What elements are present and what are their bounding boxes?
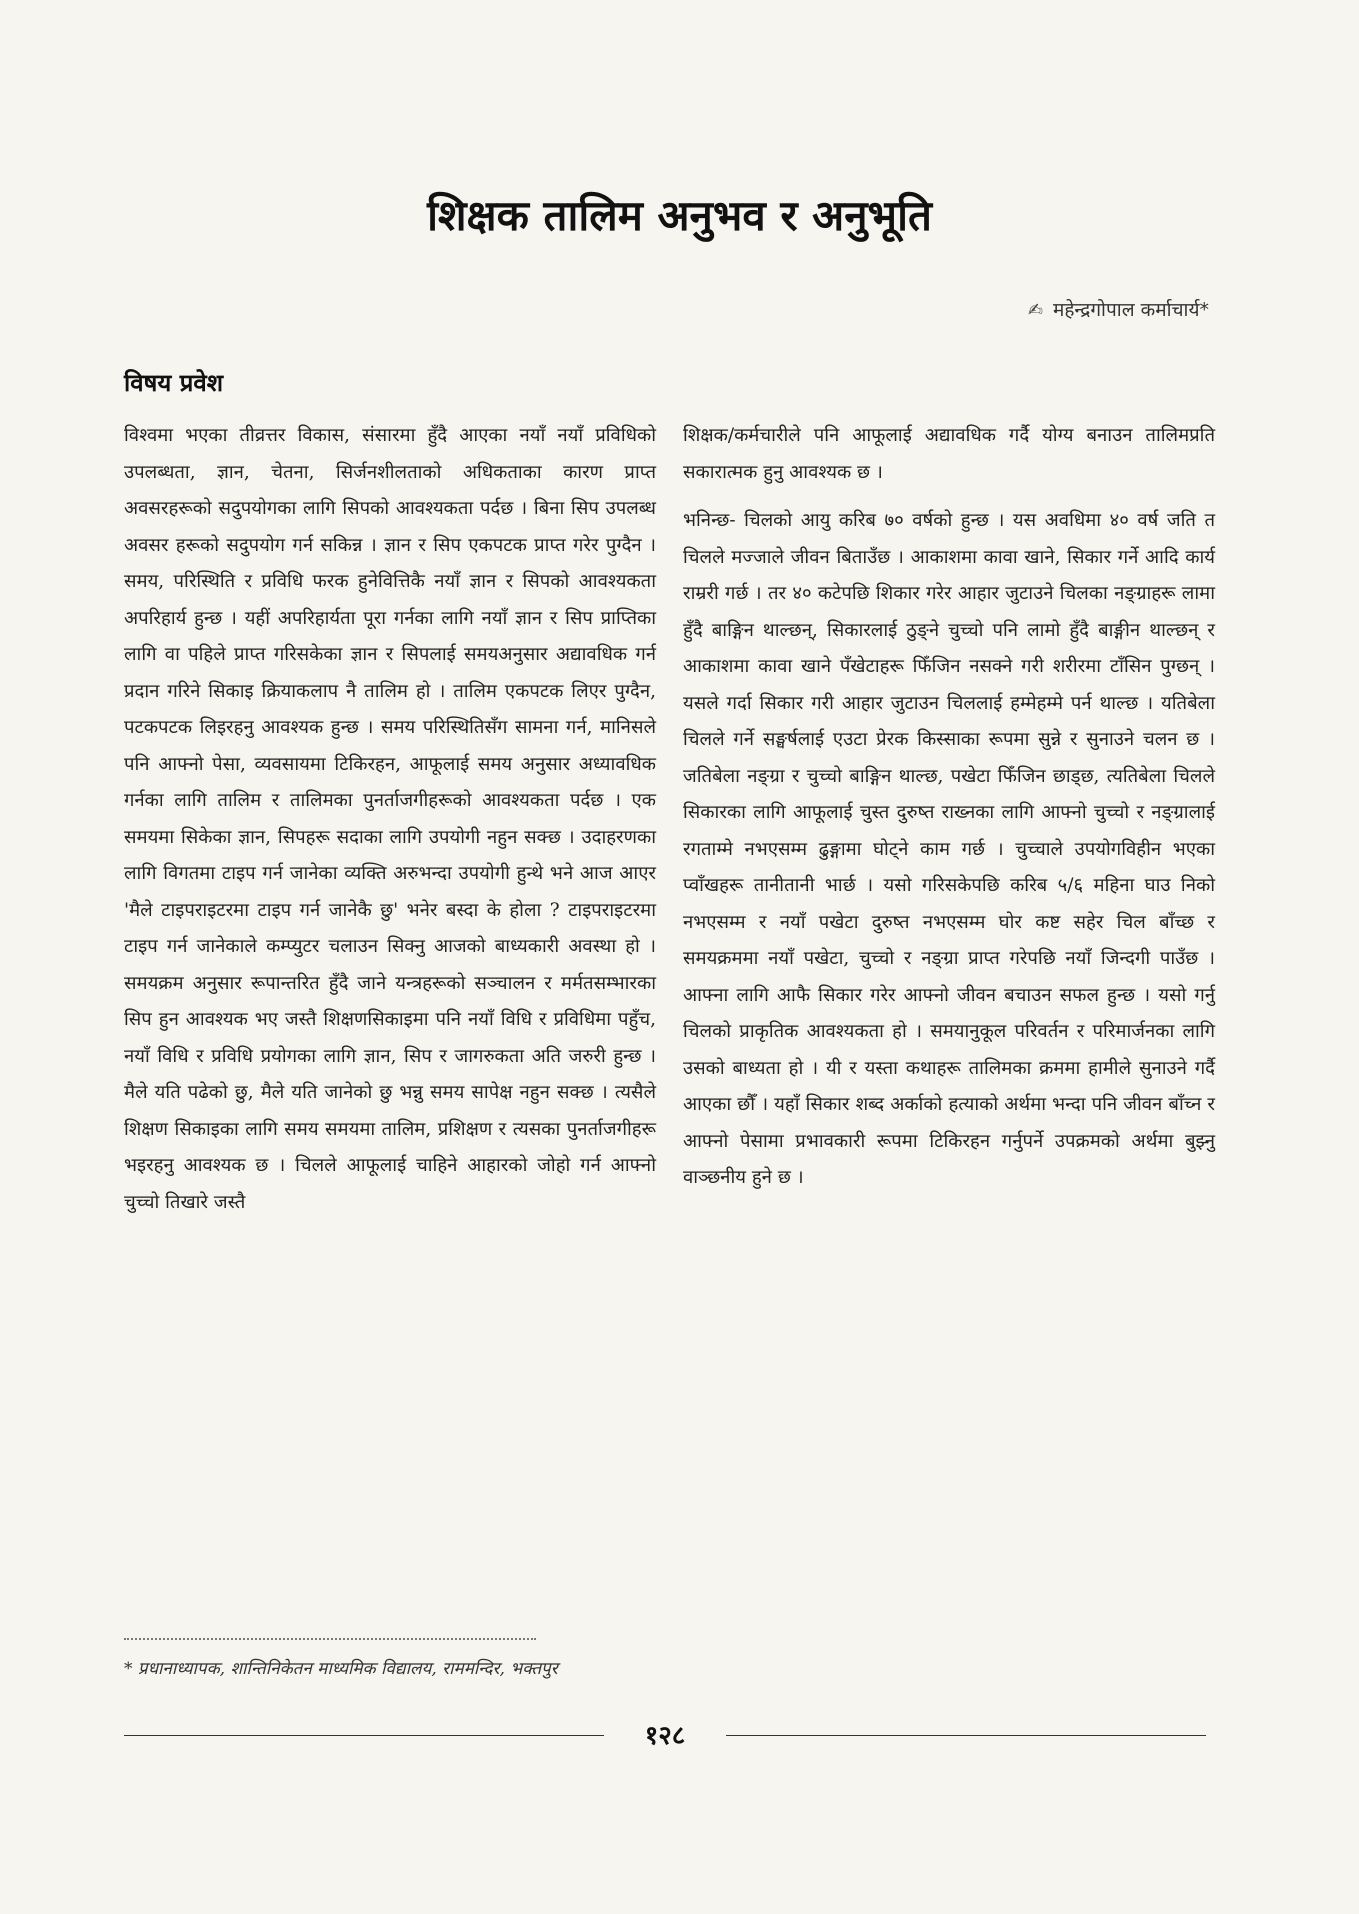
author-name: महेन्द्रगोपाल कर्माचार्य* xyxy=(1052,299,1209,321)
footer-rule-right xyxy=(726,1735,1206,1736)
left-column xyxy=(124,418,656,1233)
right-column xyxy=(683,418,1215,1209)
footer-rule-left xyxy=(124,1735,604,1736)
section-heading: विषय प्रवेश xyxy=(124,369,224,397)
footnote: * प्रधानाध्यापक, शान्तिनिकेतन माध्यमिक विद्यालय, राममन्दिर, भक्तपुर xyxy=(124,1659,558,1679)
author-line xyxy=(1028,296,1209,322)
pen-icon: ✍ xyxy=(1027,300,1043,321)
body-paragraph: शिक्षक/कर्मचारीले पनि आफूलाई अद्यावधिक गर्दै योग्य बनाउन तालिमप्रति सकारात्मक हुनु आवश्यक छ । xyxy=(683,425,1215,483)
body-paragraph: भनिन्छ- चिलको आयु करिब ७० वर्षको हुन्छ । यस अवधिमा ४० वर्ष जति त चिलले मज्जाले जीवन बिताउँछ । आकाशमा कावा खाने, सिकार गर्ने आदि कार्य राम्ररी गर्छ । तर ४० कटेपछि शिकार गरेर आहार जुटाउने चिलका नङ्ग्राहरू लामा हुँदै बाङ्गिन थाल्छन्, सिकारलाई ठुङ्ने चुच्चो पनि लामो हुँदै बाङ्गीन थाल्छन् र आकाशमा कावा खाने पँखेटाहरू फिँजिन नसक्ने गरी शरीरमा टाँसिन पुग्छन् । यसले गर्दा सिकार गरी आहार जुटाउन चिललाई हम्मेहम्मे पर्न थाल्छ । यतिबेला चिलले गर्ने सङ्घर्षलाई एउटा प्रेरक किस्साका रूपमा सुन्ने र सुनाउने चलन छ । जतिबेला नङ्ग्रा र चुच्चो बाङ्गिन थाल्छ, पखेटा फिँजिन छाड्छ, त्यतिबेला चिलले सिकारका लागि आफूलाई चुस्त दुरुष्त राख्नका लागि आफ्नो चुच्चो र नङ्ग्रालाई रगताम्मे नभएसम्म ढुङ्गामा घोट्ने काम गर्छ । चुच्चाले उपयोगविहीन भएका प्वाँखहरू तानीतानी भार्छ । यसो गरिसकेपछि करिब ५/६ महिना घाउ निको नभएसम्म र नयाँ पखेटा दुरुष्त नभएसम्म घोर कष्ट सहेर चिल बाँच्छ र समयक्रममा नयाँ पखेटा, चुच्चो र नङ्ग्रा प्राप्त गरेपछि नयाँ जिन्दगी पाउँछ । आफ्ना लागि आफै सिकार गरेर आफ्नो जीवन बचाउन सफल हुन्छ । यसो गर्नु चिलको प्राकृतिक आवश्यकता हो । समयानुकूल परिवर्तन र परिमार्जनका लागि उसको बाध्यता हो । यी र यस्ता कथाहरू तालिमका क्रममा हामीले सुनाउने गर्दै आएका छौँ । यहाँ सिकार शब्द अर्काको हत्याको अर्थमा भन्दा पनि जीवन बाँच्न र आफ्नो पेसामा प्रभावकारी रूपमा टिकिरहन गर्नुपर्ने उपक्रमको अर्थमा बुझ्नु वाञ्छनीय हुने छ । xyxy=(683,510,1215,1188)
footnote-divider xyxy=(124,1638,536,1640)
body-paragraph: विश्वमा भएका तीव्रत्तर विकास, संसारमा हुँदै आएका नयाँ नयाँ प्रविधिको उपलब्धता, ज्ञान, चेतना, सिर्जनशीलताको अधिकताका कारण प्राप्त अवसरहरूको सदुपयोगका लागि सिपको आवश्यकता पर्दछ । बिना सिप उपलब्ध अवसर हरूको सदुपयोग गर्न सकिन्न । ज्ञान र सिप एकपटक प्राप्त गरेर पुग्दैन । समय, परिस्थिति र प्रविधि फरक हुनेवित्तिकै नयाँ ज्ञान र सिपको आवश्यकता अपरिहार्य हुन्छ । यहीं अपरिहार्यता पूरा गर्नका लागि नयाँ ज्ञान र सिप प्राप्तिका लागि वा पहिले प्राप्त गरिसकेका ज्ञान र सिपलाई समयअनुसार अद्यावधिक गर्न प्रदान गरिने सिकाइ क्रियाकलाप नै तालिम हो । तालिम एकपटक लिएर पुग्दैन, पटकपटक लिइरहनु आवश्यक हुन्छ । समय परिस्थितिसँग सामना गर्न, मानिसले पनि आफ्नो पेसा, व्यवसायमा टिकिरहन, आफूलाई समय अनुसार अध्यावधिक गर्नका लागि तालिम र तालिमका पुनर्ताजगीहरूको आवश्यकता पर्दछ । एक समयमा सिकेका ज्ञान, सिपहरू सदाका लागि उपयोगी नहुन सक्छ । उदाहरणका लागि विगतमा टाइप गर्न जानेका व्यक्ति अरुभन्दा उपयोगी हुन्थे भने आज आएर 'मैले टाइपराइटरमा टाइप गर्न जानेकै छु' भनेर बस्दा के होला ? टाइपराइटरमा टाइप गर्न जानेकाले कम्प्युटर चलाउन सिक्नु आजको बाध्यकारी अवस्था हो । समयक्रम अनुसार रूपान्तरित हुँदै जाने यन्त्रहरूको सञ्चालन र मर्मतसम्भारका सिप हुन आवश्यक भए जस्तै शिक्षणसिकाइमा पनि नयाँ विधि र प्रविधिमा पहुँच, नयाँ विधि र प्रविधि प्रयोगका लागि ज्ञान, सिप र जागरुकता अति जरुरी हुन्छ । मैले यति पढेको छु, मैले यति जानेको छु भन्नु समय सापेक्ष नहुन सक्छ । त्यसैले शिक्षण सिकाइका लागि समय समयमा तालिम, प्रशिक्षण र त्यसका पुनर्ताजगीहरू भइरहनु आवश्यक छ । चिलले आफूलाई चाहिने आहारको जोहो गर्न आफ्नो चुच्चो तिखारे जस्तै xyxy=(124,425,656,1213)
page-number: १२८ xyxy=(644,1721,686,1751)
article-title: शिक्षक तालिम अनुभव र अनुभूति xyxy=(427,191,932,240)
